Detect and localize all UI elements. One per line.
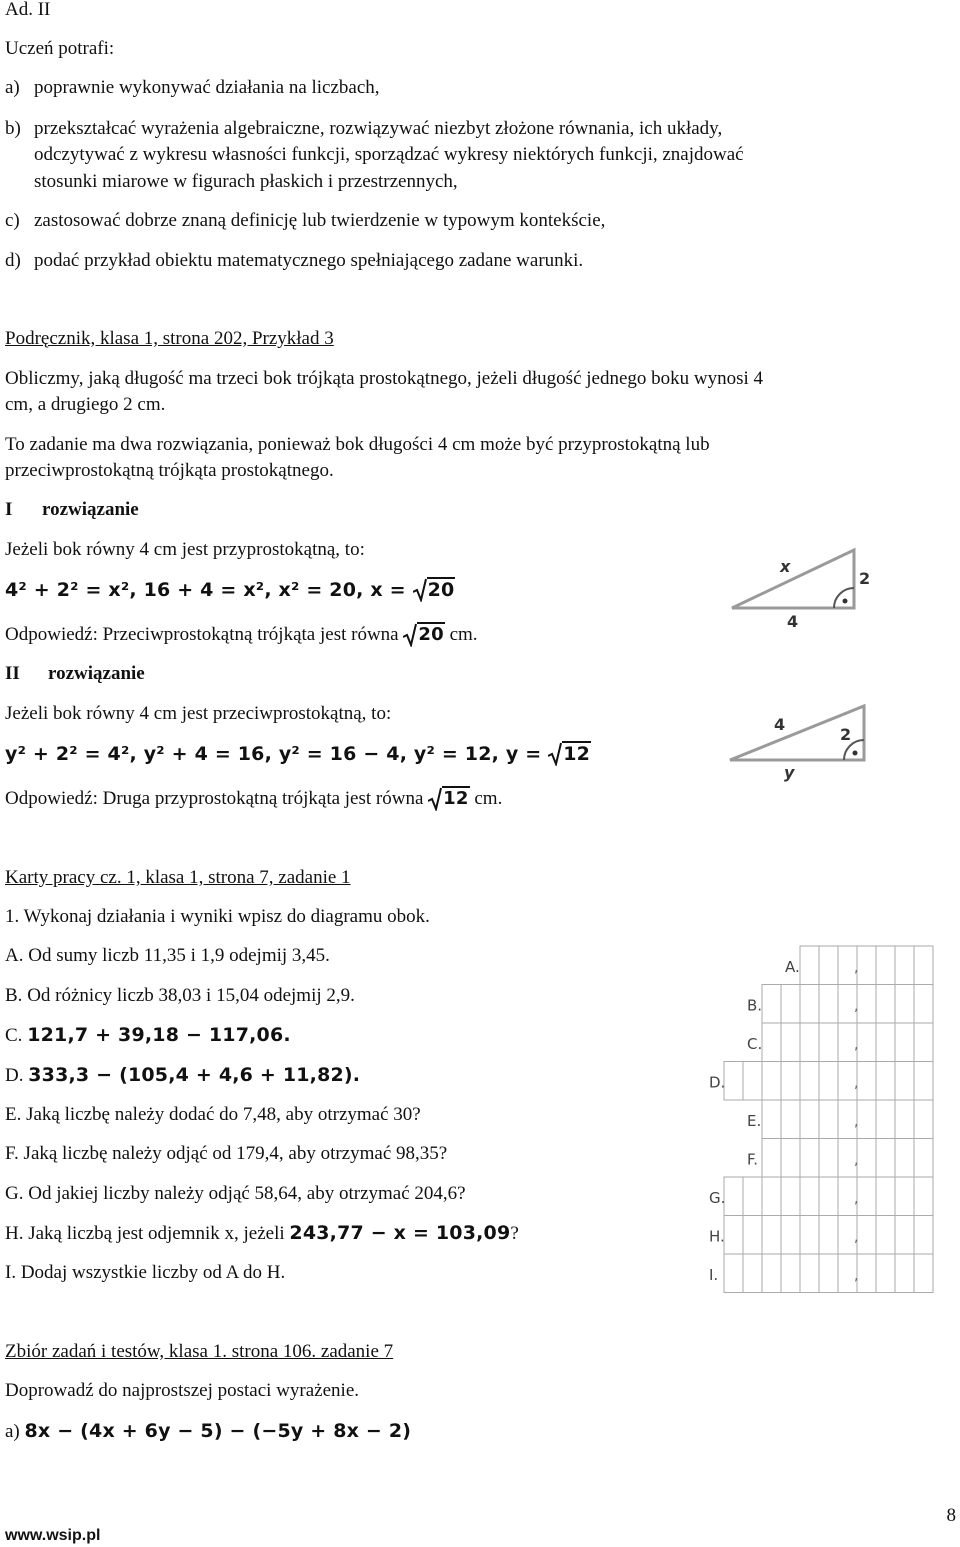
note-text: To zadanie ma dwa rozwiązania, ponieważ bok długości 4 cm może być przyprostokątną lub: [5, 434, 710, 455]
worksheet-item: [5, 944, 330, 968]
right-angle-dot: [843, 599, 848, 604]
diagram-decimal-comma: ,: [854, 1114, 859, 1130]
diagram-cell[interactable]: [819, 1254, 838, 1293]
answer-text: Odpowiedź: Przeciwprostokątną trójkąta jest równa: [5, 624, 399, 645]
item-math: 333,3 − (105,4 + 4,6 + 11,82).: [28, 1064, 361, 1086]
diagram-cell[interactable]: [724, 1254, 743, 1293]
worksheet-item: [5, 984, 355, 1008]
diagram-row-label: I.: [709, 1266, 719, 1284]
diagram-row-label: D.: [709, 1073, 726, 1092]
diagram-row-label: C.: [747, 1035, 763, 1053]
diagram-cell[interactable]: [895, 985, 914, 1024]
answer-unit: cm.: [474, 788, 503, 809]
item-suffix: ?: [510, 1223, 519, 1244]
diagram-cell[interactable]: [876, 1139, 895, 1178]
diagram-cell[interactable]: [762, 1139, 781, 1178]
triangle-diagram-2: [724, 700, 874, 786]
diagram-cell[interactable]: [876, 1177, 895, 1216]
diagram-cell[interactable]: [876, 946, 895, 985]
diagram-decimal-comma: ,: [854, 1268, 859, 1284]
skill-text: stosunki miarowe w figurach płaskich i przestrzennych,: [34, 171, 458, 192]
item-label: A.: [5, 945, 24, 966]
diagram-cell[interactable]: [781, 1177, 800, 1216]
diagram-cell[interactable]: [857, 946, 876, 985]
diagram-cell[interactable]: [743, 1062, 762, 1101]
diagram-cell[interactable]: [819, 1100, 838, 1139]
diagram-cell[interactable]: [819, 1139, 838, 1178]
diagram-cell[interactable]: [762, 1062, 781, 1101]
diagram-cell[interactable]: [781, 985, 800, 1024]
page-number: 8: [946, 1505, 956, 1526]
diagram-cell[interactable]: [914, 1062, 933, 1101]
item-text: Od różnicy liczb 38,03 i 15,04 odejmij 2,9.: [27, 985, 355, 1006]
sqrt-symbol: [428, 787, 469, 811]
radicand: 20: [418, 624, 444, 645]
example-source: Podręcznik, klasa 1, strona 202, Przykład 3: [5, 328, 334, 349]
solution2-number: II: [5, 663, 20, 684]
diagram-cell[interactable]: [857, 1177, 876, 1216]
diagram-cell[interactable]: [857, 1254, 876, 1293]
skill-label: b): [5, 118, 21, 139]
item-text: Jaką liczbę należy odjąć od 179,4, aby otrzymać 98,35?: [23, 1143, 448, 1164]
diagram-row-label: B.: [747, 996, 763, 1015]
diagram-cell[interactable]: [895, 1216, 914, 1255]
intro-text: Uczeń potrafi:: [5, 38, 115, 59]
worksheet-item: [5, 1261, 285, 1285]
diagram-cell[interactable]: [781, 1023, 800, 1062]
diagram-cell[interactable]: [800, 1254, 819, 1293]
radicand: 12: [443, 788, 469, 809]
diagram-cell[interactable]: [914, 946, 933, 985]
worksheet-item: [5, 1103, 421, 1127]
solution1-number: I: [5, 499, 13, 520]
solution1-equation: [5, 578, 455, 602]
diagram-decimal-comma: ,: [854, 1037, 859, 1053]
diagram-cell[interactable]: [857, 985, 876, 1024]
item-text: Jaką liczbę należy dodać do 7,48, aby otrzymać 30?: [26, 1104, 421, 1125]
sqrt-symbol: [403, 623, 444, 647]
task-text: Obliczmy, jaką długość ma trzeci bok trójkąta prostokątnego, jeżeli długość jednego boku wynosi 4: [5, 368, 764, 389]
exercise-instruction: Doprowadź do najprostszej postaci wyrażenie.: [5, 1380, 360, 1401]
diagram-cell[interactable]: [914, 1139, 933, 1178]
diagram-cell[interactable]: [800, 1023, 819, 1062]
diagram-cell[interactable]: [781, 1139, 800, 1178]
right-angle-dot: [853, 751, 858, 756]
item-label: H.: [5, 1223, 24, 1244]
worksheet-item: [5, 1182, 466, 1206]
worksheet-item: [5, 1221, 519, 1246]
diagram-cell[interactable]: [800, 1062, 819, 1101]
triangle-label-hyp: 4: [774, 715, 786, 734]
item-text: Od jakiej liczby należy odjąć 58,64, aby otrzymać 204,6?: [28, 1183, 466, 1204]
worksheet-source: Karty pracy cz. 1, klasa 1, strona 7, zadanie 1: [5, 867, 351, 888]
triangle-label-leg-b: y: [784, 763, 795, 782]
skill-label: d): [5, 250, 21, 271]
answer-unit: cm.: [449, 624, 478, 645]
worksheet-item: [5, 1023, 291, 1048]
diagram-cell[interactable]: [876, 985, 895, 1024]
item-label: G.: [5, 1183, 24, 1204]
solution1-answer: [5, 623, 478, 647]
diagram-row-label: F.: [747, 1150, 758, 1169]
skill-text: poprawnie wykonywać działania na liczbach,: [34, 77, 380, 98]
diagram-cell[interactable]: [724, 1177, 743, 1216]
skill-text: przekształcać wyrażenia algebraiczne, rozwiązywać niezbyt złożone równania, ich układy,: [34, 118, 723, 139]
diagram-cell[interactable]: [762, 1023, 781, 1062]
radicand: 12: [563, 743, 591, 765]
diagram-cell[interactable]: [876, 1100, 895, 1139]
diagram-cell[interactable]: [819, 1216, 838, 1255]
item-math: 243,77 − x = 103,09: [289, 1222, 511, 1244]
diagram-cell[interactable]: [819, 1177, 838, 1216]
solution2-condition: Jeżeli bok równy 4 cm jest przeciwprostokątną, to:: [5, 703, 392, 724]
exercise-item: [5, 1419, 411, 1444]
diagram-cell[interactable]: [895, 1100, 914, 1139]
item-text: Od sumy liczb 11,35 i 1,9 odejmij 3,45.: [28, 945, 330, 966]
solution1-condition: Jeżeli bok równy 4 cm jest przyprostokątną, to:: [5, 539, 365, 560]
section-title: Ad. II: [5, 0, 51, 20]
skill-label: c): [5, 210, 20, 231]
triangle-label-leg-a: 2: [859, 569, 871, 588]
diagram-cell[interactable]: [895, 1254, 914, 1293]
diagram-cell[interactable]: [762, 1100, 781, 1139]
diagram-cell[interactable]: [914, 1100, 933, 1139]
diagram-cell[interactable]: [724, 1062, 743, 1101]
diagram-cell[interactable]: [876, 1216, 895, 1255]
item-label: B.: [5, 985, 23, 1006]
diagram-cell[interactable]: [800, 1139, 819, 1178]
task-text: cm, a drugiego 2 cm.: [5, 394, 166, 415]
diagram-row-label: A.: [785, 958, 800, 976]
diagram-row-label: G.: [709, 1189, 726, 1207]
diagram-cell[interactable]: [857, 1216, 876, 1255]
crossnumber-diagram: [696, 944, 936, 1298]
diagram-cell[interactable]: [743, 1177, 762, 1216]
diagram-cell[interactable]: [762, 1254, 781, 1293]
diagram-cell[interactable]: [819, 946, 838, 985]
diagram-decimal-comma: ,: [854, 1075, 859, 1092]
worksheet-instruction: 1. Wykonaj działania i wyniki wpisz do diagramu obok.: [5, 906, 430, 927]
item-text: Dodaj wszystkie liczby od A do H.: [20, 1262, 286, 1283]
diagram-cell[interactable]: [895, 1177, 914, 1216]
skill-text: podać przykład obiektu matematycznego spełniającego zadane warunki.: [34, 250, 584, 271]
diagram-cell[interactable]: [914, 1023, 933, 1062]
item-label: F.: [5, 1143, 19, 1164]
diagram-cell[interactable]: [781, 1216, 800, 1255]
diagram-cell[interactable]: [857, 1023, 876, 1062]
skill-text: zastosować dobrze znaną definicję lub twierdzenie w typowym kontekście,: [34, 210, 606, 231]
diagram-cell[interactable]: [743, 1254, 762, 1293]
triangle-label-leg-b: 4: [787, 612, 799, 631]
diagram-decimal-comma: ,: [854, 1191, 859, 1207]
diagram-cell[interactable]: [800, 985, 819, 1024]
item-label: C.: [5, 1025, 23, 1046]
diagram-cell[interactable]: [895, 1139, 914, 1178]
diagram-cell[interactable]: [743, 1216, 762, 1255]
diagram-cell[interactable]: [800, 1177, 819, 1216]
diagram-decimal-comma: ,: [854, 960, 859, 976]
sqrt-symbol: [413, 578, 456, 602]
worksheet-item: [5, 1063, 360, 1088]
note-text: przeciwprostokątną trójkąta prostokątnego.: [5, 460, 334, 481]
diagram-cell[interactable]: [895, 1023, 914, 1062]
diagram-cell[interactable]: [762, 1177, 781, 1216]
triangle-diagram-1: [726, 542, 876, 632]
diagram-decimal-comma: ,: [854, 998, 859, 1015]
solution2-answer: [5, 787, 502, 811]
worksheet-item: [5, 1142, 447, 1166]
diagram-cell[interactable]: [781, 1254, 800, 1293]
diagram-cell[interactable]: [800, 1216, 819, 1255]
diagram-decimal-comma: ,: [854, 1229, 859, 1246]
diagram-cell[interactable]: [914, 1216, 933, 1255]
diagram-cell[interactable]: [857, 1100, 876, 1139]
exercise-source: Zbiór zadań i testów, klasa 1. strona 106. zadanie 7: [5, 1341, 394, 1362]
item-math: 121,7 + 39,18 − 117,06.: [27, 1024, 291, 1046]
diagram-cell[interactable]: [895, 946, 914, 985]
item-label: I.: [5, 1262, 17, 1283]
diagram-cell[interactable]: [914, 1254, 933, 1293]
solution2-heading: rozwiązanie: [48, 663, 145, 684]
item-label: a): [5, 1421, 20, 1442]
diagram-cell[interactable]: [800, 1100, 819, 1139]
triangle-label-leg-a: 2: [840, 725, 852, 744]
diagram-row-label: E.: [747, 1112, 762, 1130]
diagram-cell[interactable]: [762, 985, 781, 1024]
diagram-cell[interactable]: [762, 1216, 781, 1255]
diagram-cell[interactable]: [857, 1062, 876, 1101]
solution1-heading: rozwiązanie: [42, 499, 139, 520]
diagram-cell[interactable]: [876, 1062, 895, 1101]
skill-text: odczytywać z wykresu własności funkcji, sporządzać wykresy niektórych funkcji, znajdować: [34, 144, 744, 165]
diagram-cell[interactable]: [800, 946, 819, 985]
equation-text: y² + 2² = 4², y² + 4 = 16, y² = 16 − 4, y² = 12, y =: [5, 743, 549, 765]
diagram-decimal-comma: ,: [854, 1152, 859, 1169]
triangle-label-hyp: x: [780, 557, 791, 576]
item-label: D.: [5, 1065, 24, 1086]
item-label: E.: [5, 1104, 22, 1125]
radicand: 20: [427, 579, 455, 601]
diagram-cell[interactable]: [914, 1177, 933, 1216]
diagram-row-label: H.: [709, 1227, 725, 1246]
diagram-cell[interactable]: [857, 1139, 876, 1178]
solution2-equation: [5, 742, 591, 766]
footer-url: www.wsip.pl: [5, 1527, 101, 1544]
diagram-cell[interactable]: [724, 1216, 743, 1255]
equation-text: 4² + 2² = x², 16 + 4 = x², x² = 20, x =: [5, 579, 413, 601]
skill-label: a): [5, 77, 20, 98]
diagram-cell[interactable]: [876, 1023, 895, 1062]
diagram-cell[interactable]: [819, 1023, 838, 1062]
diagram-cell[interactable]: [914, 985, 933, 1024]
diagram-cell[interactable]: [876, 1254, 895, 1293]
item-text: Jaką liczbą jest odjemnik x, jeżeli: [28, 1223, 285, 1244]
item-math: 8x − (4x + 6y − 5) − (−5y + 8x − 2): [24, 1420, 412, 1442]
diagram-cell[interactable]: [819, 1062, 838, 1101]
diagram-cell[interactable]: [819, 985, 838, 1024]
diagram-cell[interactable]: [781, 1100, 800, 1139]
answer-text: Odpowiedź: Druga przyprostokątną trójkąta jest równa: [5, 788, 424, 809]
sqrt-symbol: [548, 742, 591, 766]
diagram-cell[interactable]: [895, 1062, 914, 1101]
diagram-cell[interactable]: [781, 1062, 800, 1101]
